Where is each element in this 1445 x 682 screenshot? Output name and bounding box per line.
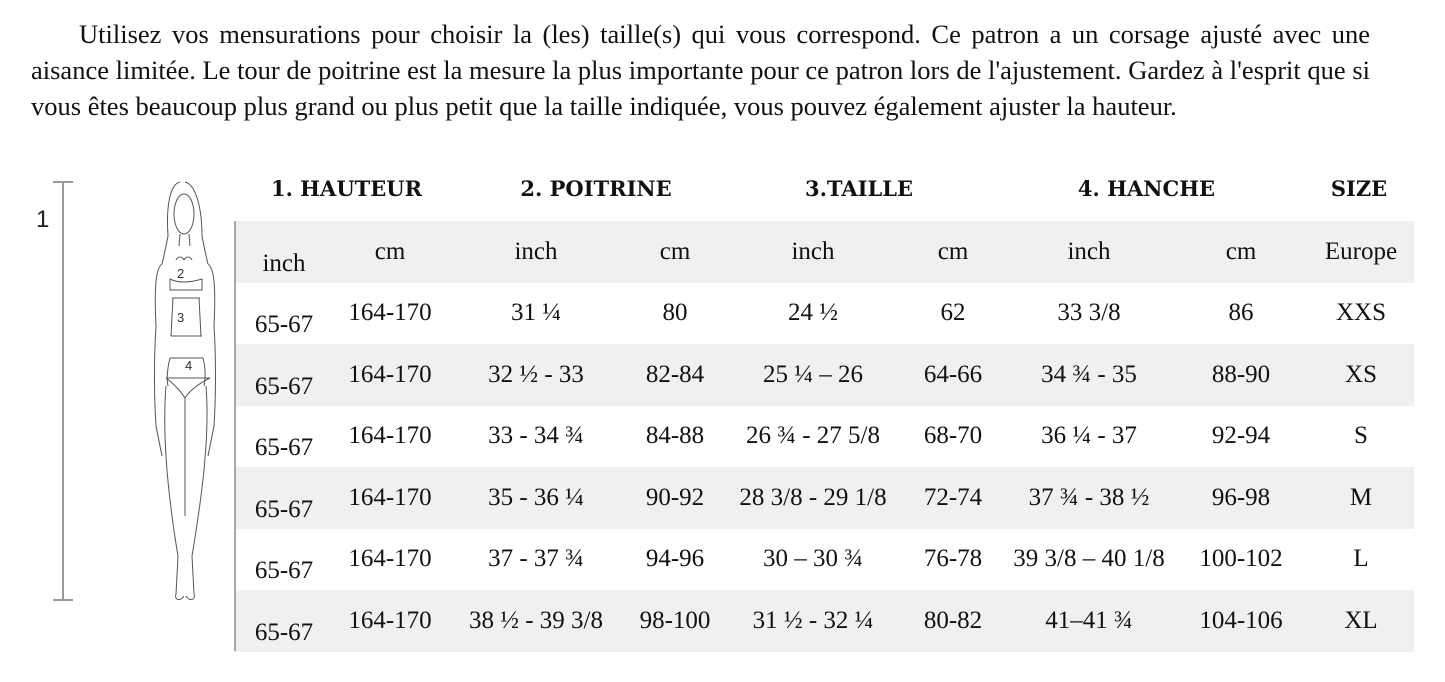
group-hauteur: 1. HAUTEUR — [270, 176, 423, 201]
cell: 98-100 — [639, 606, 711, 634]
cell-size: S — [1354, 422, 1368, 450]
cell: 100-102 — [1199, 545, 1283, 573]
marker-3: 3 — [177, 310, 185, 325]
group-hanche: 4. HANCHE — [1077, 176, 1216, 201]
cell: 37 - 37 ¾ — [488, 545, 584, 573]
cell: 164-170 — [348, 545, 432, 573]
cell: 41–41 ¾ — [1045, 606, 1133, 634]
cell: 64-66 — [923, 360, 983, 388]
cell-size: L — [1353, 545, 1369, 573]
cell: 96-98 — [1211, 483, 1271, 511]
cell: 24 ½ — [788, 299, 838, 327]
table-row — [234, 590, 1414, 652]
cell: 76-78 — [923, 545, 983, 573]
cell: 164-170 — [348, 360, 432, 388]
unit-header: inch — [791, 237, 835, 265]
cell: 164-170 — [348, 299, 432, 327]
size-chart-table — [234, 176, 1414, 652]
cell: 164-170 — [348, 422, 432, 450]
unit-header: cm — [374, 237, 406, 265]
cell: 92-94 — [1211, 422, 1271, 450]
cell: 164-170 — [348, 606, 432, 634]
cell: 62 — [940, 299, 966, 327]
table-row — [234, 406, 1414, 468]
group-size: SIZE — [1330, 176, 1388, 201]
cell: 86 — [1228, 299, 1254, 327]
cell: 25 ¼ – 26 — [763, 360, 863, 388]
table-row — [234, 529, 1414, 591]
marker-4: 4 — [185, 358, 193, 373]
intro-paragraph: Utilisez vos mensurations pour choisir la (les) taille(s) qui vous correspond. Ce patron a un corsage ajusté avec une aisance limitée. Le tour de poitrine est la mesure la plus importante pour ce patron lors de l'ajustement. Gardez à l'esprit que si vous êtes beaucoup plus grand ou plus petit que la taille indiquée, vous pouvez également ajuster la hauteur. — [31, 19, 1370, 121]
cell: 84-88 — [645, 422, 705, 450]
cell: 65-67 — [254, 311, 314, 339]
cell: 26 ¾ - 27 5/8 — [745, 422, 881, 450]
cell: 82-84 — [645, 360, 705, 388]
cell: 65-67 — [254, 618, 314, 646]
cell: 164-170 — [348, 483, 432, 511]
cell-size: XL — [1344, 606, 1378, 634]
height-measure-top-cap — [53, 181, 73, 183]
cell: 37 ¾ - 38 ½ — [1028, 483, 1150, 511]
unit-header: cm — [937, 237, 969, 265]
group-header-row — [234, 176, 1414, 221]
body-figure-illustration — [140, 176, 235, 606]
marker-2: 2 — [177, 266, 185, 281]
unit-header: cm — [1225, 237, 1257, 265]
cell: 68-70 — [923, 422, 983, 450]
table-row — [234, 467, 1414, 529]
cell: 90-92 — [645, 483, 705, 511]
cell: 34 ¾ - 35 — [1041, 360, 1137, 388]
cell: 28 3/8 - 29 1/8 — [739, 483, 887, 511]
table-row — [234, 344, 1414, 406]
cell: 65-67 — [254, 495, 314, 523]
cell: 36 ¼ - 37 — [1041, 422, 1137, 450]
unit-header: Europe — [1324, 237, 1398, 265]
table-row — [234, 283, 1414, 345]
cell: 31 ¼ — [511, 299, 561, 327]
cell: 33 - 34 ¾ — [488, 422, 584, 450]
cell: 38 ½ - 39 3/8 — [468, 606, 604, 634]
cell: 88-90 — [1211, 360, 1271, 388]
cell: 65-67 — [254, 434, 314, 462]
unit-header: inch — [514, 237, 558, 265]
group-taille: 3.TAILLE — [804, 176, 914, 201]
cell-size: M — [1349, 483, 1373, 511]
cell: 33 3/8 — [1057, 299, 1121, 327]
table-left-rule — [234, 221, 236, 651]
unit-header: inch — [262, 249, 306, 277]
cell: 65-67 — [254, 372, 314, 400]
cell: 31 ½ - 32 ¼ — [752, 606, 874, 634]
cell: 35 - 36 ¼ — [488, 483, 584, 511]
cell: 65-67 — [254, 557, 314, 585]
cell: 104-106 — [1199, 606, 1283, 634]
cell: 32 ½ - 33 — [488, 360, 584, 388]
cell: 80-82 — [923, 606, 983, 634]
height-measure-bottom-cap — [53, 599, 73, 601]
cell-size: XS — [1345, 360, 1377, 388]
cell: 94-96 — [645, 545, 705, 573]
height-measure-label: 1 — [36, 206, 50, 233]
cell: 80 — [662, 299, 688, 327]
unit-header: cm — [659, 237, 691, 265]
cell: 39 3/8 – 40 1/8 — [1013, 545, 1165, 573]
height-measure-line — [62, 181, 64, 601]
cell-size: XXS — [1335, 299, 1386, 327]
cell: 30 – 30 ¾ — [763, 545, 863, 573]
unit-header: inch — [1067, 237, 1111, 265]
unit-header-row — [234, 221, 1414, 283]
cell: 72-74 — [923, 483, 983, 511]
group-poitrine: 2. POITRINE — [520, 176, 672, 201]
